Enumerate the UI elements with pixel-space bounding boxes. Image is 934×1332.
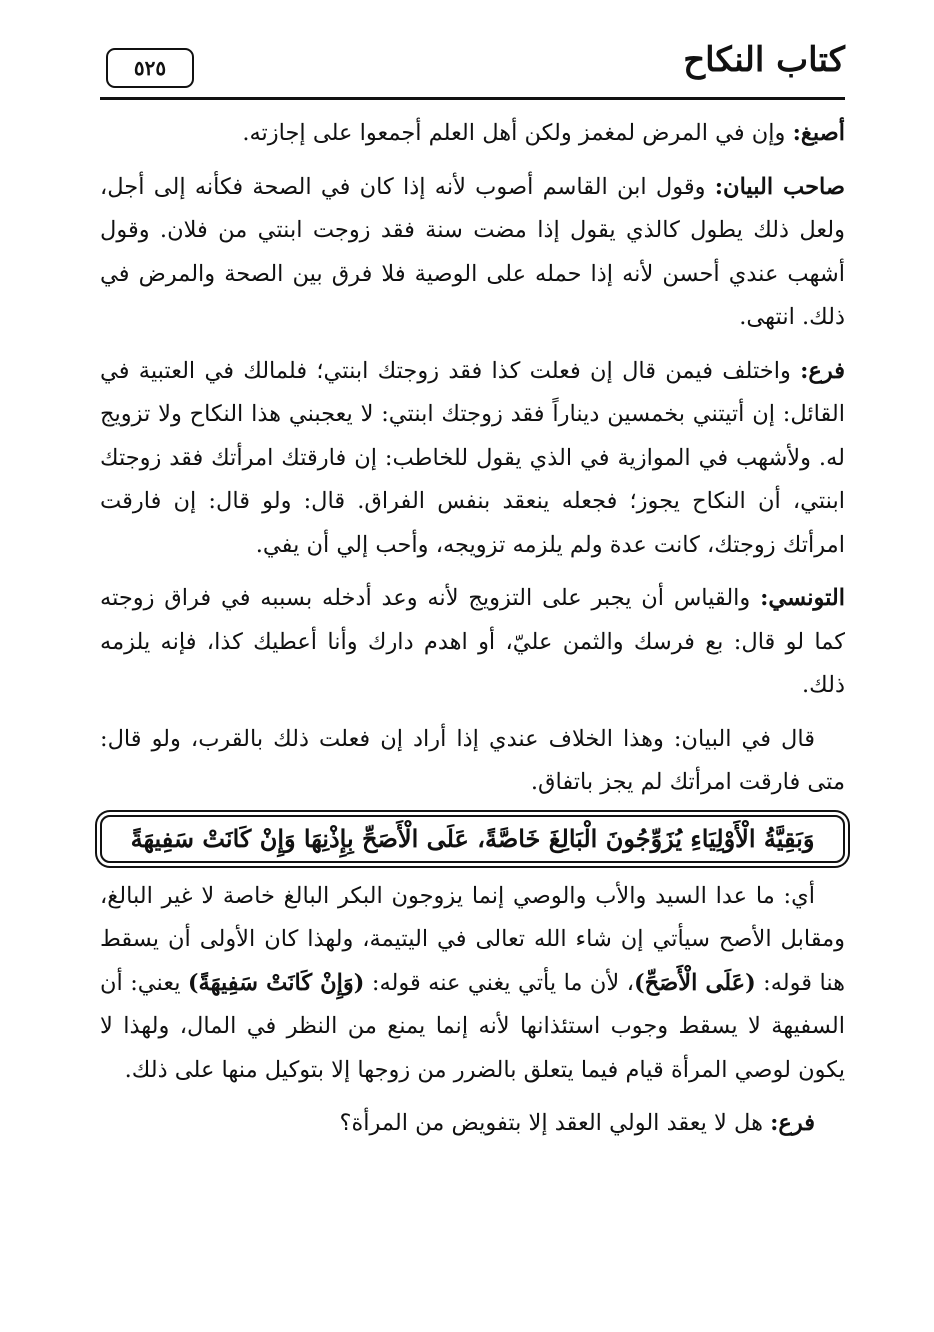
header-divider [100,97,845,100]
paragraph-sahib-al-bayan [100,166,845,340]
paragraph-text: والقياس أن يجبر على التزويج لأنه وعد أدخله بسببه في فراق زوجته كما لو قال: بع فرسك والثمن عليّ، أو اهدم دارك وأنا أعطيك كذا، فإنه يلزمه ذلك. [100,585,845,698]
paragraph-asbagh [100,112,845,156]
paragraph-far [100,350,845,568]
paragraph-text: هل لا يعقد الولي العقد إلا بتفويض من المرأة؟ [339,1110,771,1136]
paragraph-text: قال في البيان: وهذا الخلاف عندي إذا أراد إن فعلت ذلك بالقرب، ولو قال: متى فارقت امرأتك لم يجز باتفاق. [100,725,845,795]
speaker-label: صاحب البيان: [714,173,845,200]
paragraph-text: ، لأن ما يأتي يغني عنه قوله: [364,969,634,996]
speaker-label: فرع: [800,357,845,384]
paragraph-text: يعني: أن السفيهة لا يسقط وجوب استئذانها لأنه إنما يمنع من النظر في المال، ولهذا لا يكون لوصي المرأة قيام فيما يتعلق بالضرر من زوجها إلا بتوكيل منها على ذلك. [100,969,845,1083]
paragraph-text: أي: ما عدا السيد والأب والوصي إنما يزوجون البكر البالغ خاصة لا غير البالغ، ومقابل الأصح سيأتي إن شاء الله تعالى في اليتيمة، ولهذا كان الأولى أن يسقط هنا قوله: [100,882,845,996]
quoted-matn: (عَلَى الْأَصَحِّ) [633,969,756,996]
page-header [100,38,845,96]
quoted-matn: (وَإِنْ كَانَتْ سَفِيهَةً) [187,969,365,996]
speaker-label: فرع: [770,1110,815,1136]
book-title: كتاب النكاح [683,40,845,80]
paragraph-tunisi [100,577,845,708]
paragraph-text: وقول ابن القاسم أصوب لأنه إذا كان في الصحة فكأنه إلى أجل، ولعل ذلك يطول كالذي يقول إذا مضت سنة فقد زوجت ابنتي من فلان. وقول أشهب عندي أحسن لأنه إذا حمله على الوصية فلا فرق بين الصحة والمرض في ذلك. انتهى. [100,173,845,330]
paragraph-text: واختلف فيمن قال إن فعلت كذا فقد زوجتك ابنتي؛ فلمالك في العتبية في القائل: إن أتيتني بخمسين ديناراً فقد زوجتك ابنتي: لا يعجبني هذا النكاح ولا تزويج له. ولأشهب في الموازية في الذي يقول للخاطب: إن فارقتك امرأتك فقد زوجتك ابنتي، أن النكاح يجوز؛ فجعله ينعقد بنفس الفراق. قال: ولو قال: إن فارقت امرأتك زوجتك، كانت عدة ولم يلزمه تزويجه، وأحب إلي أن يفي. [100,357,845,558]
speaker-label: التونسي: [760,585,845,611]
speaker-label: أصبغ: [792,120,845,146]
paragraph-text: وإن في المرض لمغمز ولكن أهل العلم أجمعوا على إجازته. [242,120,793,146]
paragraph-explanation [100,875,845,1093]
paragraph-bayan-quote [100,718,845,805]
page-number: ٥٢٥ [106,48,194,88]
paragraph-final-far [100,1102,845,1146]
matn-box: وَبَقِيَّةُ الْأَوْلِيَاءِ يُزَوِّجُونَ الْبَالِغَ خَاصَّةً، عَلَى الْأَصَحِّ بِإِذْنِهَا وَإِنْ كَانَتْ سَفِيهَةً [100,815,845,863]
page-body [100,112,845,1156]
